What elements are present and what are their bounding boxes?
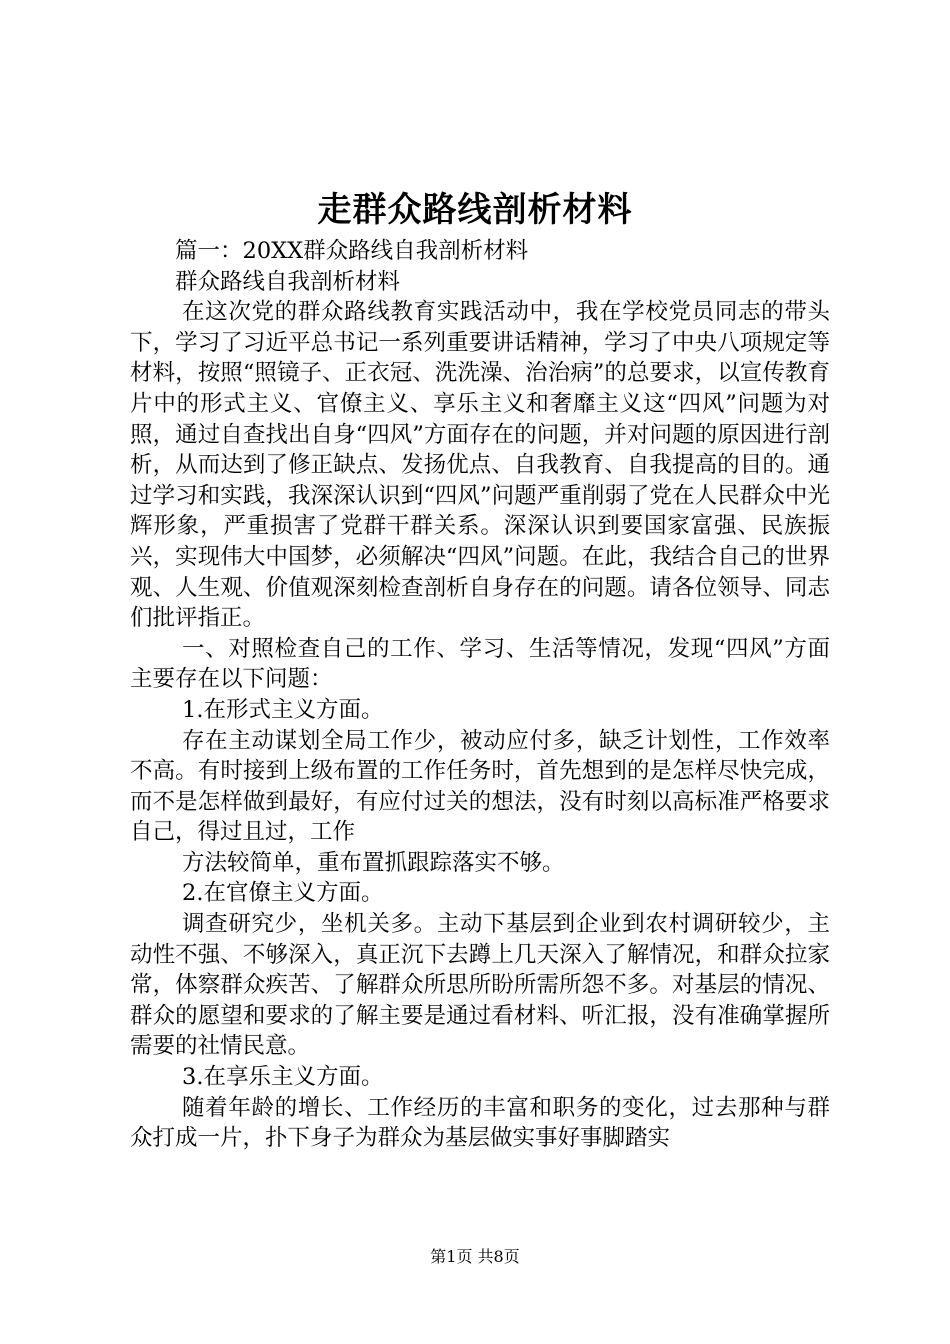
document-body [130, 236, 830, 1154]
paragraph: 群众路线自我剖析材料 [175, 268, 401, 295]
paragraph: 随着年龄的增长、工作经历的丰富和职务的变化，过去那种与群众打成一片，扑下身子为群众为基层做实事好事脚踏实 [130, 1094, 830, 1152]
paragraph: 2.在官僚主义方面。 [182, 880, 384, 907]
paragraph: 方法较简单，重布置抓跟踪落实不够。 [182, 849, 565, 876]
paragraph: 一、对照检查自己的工作、学习、生活等情况，发现“四风”方面主要存在以下问题： [130, 635, 830, 693]
document-title: 走群众路线剖析材料 [317, 190, 633, 230]
paragraph: 1.在形式主义方面。 [182, 696, 384, 723]
paragraph: 3.在享乐主义方面。 [182, 1064, 384, 1091]
paragraph: 篇一：20XX群众路线自我剖析材料 [175, 238, 529, 264]
paragraph: 存在主动谋划全局工作少，被动应付多，缺乏计划性，工作效率不高。有时接到上级布置的工作任务时，首先想到的是怎样尽快完成，而不是怎样做到最好，有应付过关的想法，没有时刻以高标准严格要求自己，得过且过，工作 [130, 727, 830, 846]
page-footer: 第1页 共8页 [430, 1247, 520, 1266]
paragraph: 调查研究少，坐机关多。主动下基层到企业到农村调研较少，主动性不强、不够深入，真正沉下去蹲上几天深入了解情况，和群众拉家常，体察群众疾苦、了解群众所思所盼所需所怨不多。对基层的情况、群众的愿望和要求的了解主要是通过看材料、听汇报，没有准确掌握所需要的社情民意。 [130, 911, 830, 1060]
paragraph: 在这次党的群众路线教育实践活动中，我在学校党员同志的带头下，学习了习近平总书记一系列重要讲话精神，学习了中央八项规定等材料，按照“照镜子、正衣冠、洗洗澡、治治病”的总要求，以宣传教育片中的形式主义、官僚主义、享乐主义和奢靡主义这“四风”问题为对照，通过自查找出自身“四风”方面存在的问题，并对问题的原因进行剖析，从而达到了修正缺点、发扬优点、自我教育、自我提高的目的。通过学习和实践，我深深认识到“四风”问题严重削弱了党在人民群众中光辉形象，严重损害了党群干群关系。深深认识到要国家富强、民族振兴，实现伟大中国梦，必须解决“四风”问题。在此，我结合自己的世界观、人生观、价值观深刻检查剖析自身存在的问题。请各位领导、同志们批评指正。 [130, 299, 830, 632]
